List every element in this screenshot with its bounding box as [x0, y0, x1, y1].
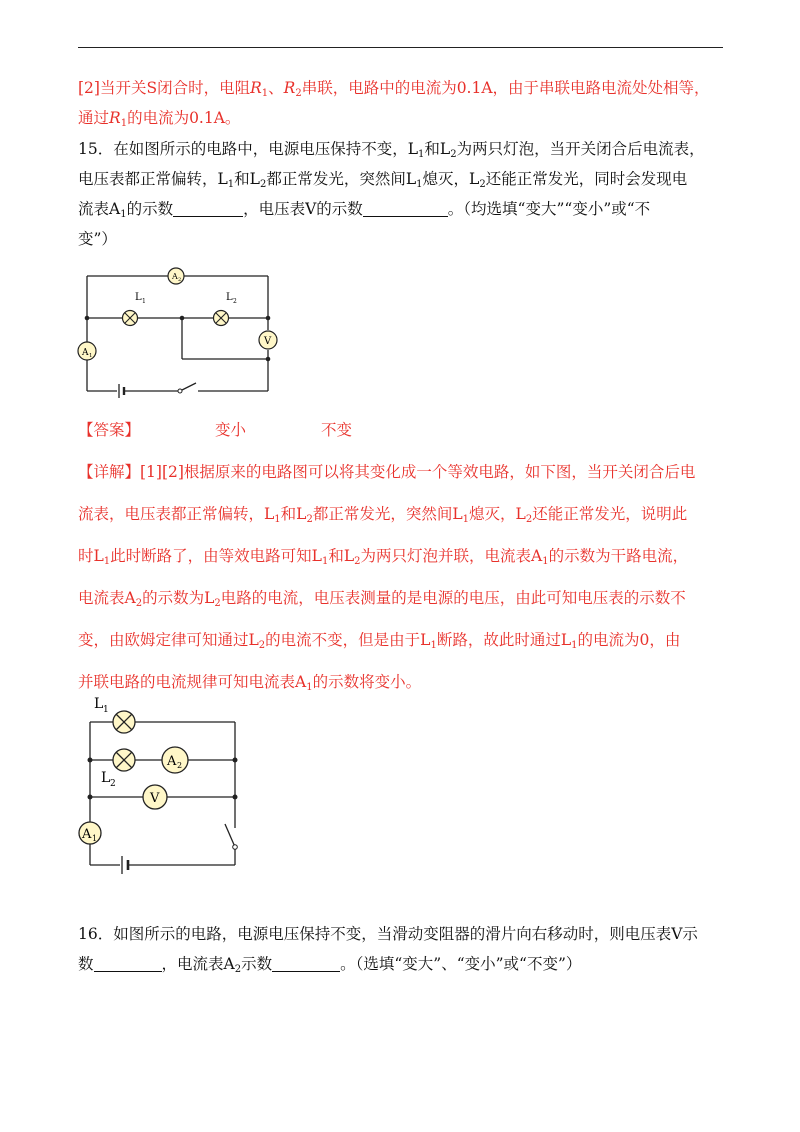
circuit-label: 1 [89, 353, 93, 359]
text-run: 2 [450, 149, 457, 160]
text-run: 1 [430, 640, 437, 651]
text-run: 还能正常发光，说明此 [532, 505, 688, 523]
bulb-l1-icon [94, 696, 135, 733]
text-run: 并联电路的电流规律可知电流表A [78, 673, 307, 691]
circuit-label: V [150, 791, 160, 806]
answer-2: 不变 [321, 421, 353, 439]
circuit-label: A [82, 827, 92, 842]
text-run: R [250, 79, 262, 97]
text-run: 数 [78, 955, 94, 973]
text-run: 1 [416, 179, 423, 190]
text-run: 都正常发光，突然间L [266, 170, 417, 188]
answer-blank-3[interactable] [94, 955, 162, 972]
text-run: 2 [479, 179, 486, 190]
circuit-label: A [167, 754, 177, 769]
circuit-label: L [226, 292, 233, 303]
text-run: 通过 [78, 109, 110, 127]
text-run: 和L [328, 547, 355, 565]
text-run: 此时断路了，由等效电路可知L [110, 547, 322, 565]
text-run: 1 [227, 179, 235, 190]
circuit-figure-1 [0, 0, 800, 400]
circuit-label: 1 [142, 298, 146, 305]
circuit-label: A [82, 348, 89, 358]
text-run: 2 [259, 179, 267, 190]
text-run: R [283, 79, 296, 97]
text-run: 2 [525, 514, 533, 525]
text-run: 15．在如图所示的电路中，电源电压保持不变，L [78, 140, 419, 158]
text-run: 。（选填“变大”、“变小”或“不变”） [340, 955, 582, 973]
text-run: 1 [306, 682, 313, 693]
text-run: 的示数 [126, 200, 174, 218]
text-run: R [109, 109, 121, 127]
text-run: 和L [424, 140, 451, 158]
text-run: 1 [274, 514, 281, 525]
bulb-l2-icon [214, 292, 238, 326]
circuit-label: 2 [178, 277, 182, 283]
text-run: ，电流表A [161, 955, 235, 973]
text-run: ，电压表V的示数 [243, 200, 363, 218]
text-run: 的电流不变，但是由于L [265, 631, 431, 649]
text-run: 电流表A [78, 589, 136, 607]
text-run: 熄灭，L [469, 505, 526, 523]
text-run: 2 [135, 598, 143, 609]
text-run: 1 [103, 556, 111, 567]
text-run: 1 [261, 88, 269, 99]
text-run: 2 [306, 514, 313, 525]
answer-label: 【答案】 [78, 421, 141, 439]
text-run: 16．如图所示的电路，电源电压保持不变，当滑动变阻器的滑片向右移动时，则电压表V示 [78, 925, 698, 943]
circuit-label: V [264, 336, 272, 347]
text-run: 2 [258, 640, 266, 651]
answer-blank-4[interactable] [272, 955, 340, 972]
text-run: 的示数为干路电流， [548, 547, 689, 565]
circuit-label: L [94, 696, 104, 712]
text-run: 和L [234, 170, 260, 188]
voltmeter-v [143, 785, 167, 809]
text-run: 串联，电路中的电流为0.1A，由于串联电路电流处处相等， [301, 79, 710, 97]
text-run: 流表A [78, 200, 121, 218]
answer-1: 变小 [215, 421, 247, 439]
ammeter-a2 [168, 268, 184, 284]
text-run: 流表，电压表都正常偏转，L [78, 505, 275, 523]
text-run: 1 [120, 209, 127, 220]
text-run: 1 [571, 640, 578, 651]
text-run: 还能正常发光，同时会发现电 [485, 170, 688, 188]
text-run: 熄灭，L [422, 170, 480, 188]
text-run: 的电流为0，由 [577, 631, 681, 649]
text-run: 1 [120, 118, 128, 129]
text-run: 的示数将变小。 [312, 673, 422, 691]
circuit-label: L [135, 292, 142, 303]
circuit-label: 2 [233, 298, 237, 305]
bulb-l2-icon [101, 749, 135, 789]
ammeter-a2 [162, 747, 188, 773]
text-run: 为两只灯泡，当开关闭合后电流表， [456, 140, 705, 158]
circuit-label: 2 [110, 779, 116, 789]
ammeter-a1 [79, 822, 101, 844]
text-run: [2]当开关S闭合时，电阻 [78, 79, 251, 97]
text-run: 的示数为L [142, 589, 215, 607]
text-run: 2 [295, 88, 302, 99]
text-run: 变”） [78, 230, 117, 248]
text-run: 2 [214, 598, 221, 609]
text-run: 2 [234, 964, 242, 975]
question-16 [78, 919, 723, 979]
text-run: 的电流为0.1A。 [127, 109, 241, 127]
text-run: 1 [542, 556, 549, 567]
text-run: 和L [280, 505, 307, 523]
circuit-label: L [101, 770, 111, 786]
circuit-label: 2 [177, 761, 183, 770]
text-run: 2 [354, 556, 361, 567]
text-run: 电压表都正常偏转，L [78, 170, 228, 188]
text-run: 。（均选填“变大”“变小”或“不 [447, 200, 651, 218]
text-run: 时L [78, 547, 104, 565]
circuit-figure-2 [0, 690, 800, 880]
text-run: 1 [462, 514, 470, 525]
detail-explanation [78, 451, 723, 703]
ammeter-a1 [78, 342, 96, 360]
text-run: 1 [321, 556, 329, 567]
text-run: 示数 [241, 955, 273, 973]
answer-row [78, 418, 478, 448]
voltmeter-v [259, 331, 277, 349]
text-run: 断路，故此时通过L [436, 631, 572, 649]
circuit-label: 1 [92, 834, 98, 843]
text-run: 都正常发光，突然间L [312, 505, 463, 523]
text-run: 、 [268, 79, 284, 97]
bulb-l1-icon [123, 292, 146, 326]
text-run: 电路的电流，电压表测量的是电源的电压，由此可知电压表的示数不 [220, 589, 686, 607]
text-run: 1 [418, 149, 425, 160]
text-run: 【详解】[1][2]根据原来的电路图可以将其变化成一个等效电路，如下图，当开关闭合后电 [78, 463, 696, 481]
circuit-label: 1 [103, 705, 109, 715]
circuit-label: A [172, 272, 178, 281]
text-run: 变，由欧姆定律可知通过L [78, 631, 259, 649]
text-run: 为两只灯泡并联，电流表A [360, 547, 543, 565]
